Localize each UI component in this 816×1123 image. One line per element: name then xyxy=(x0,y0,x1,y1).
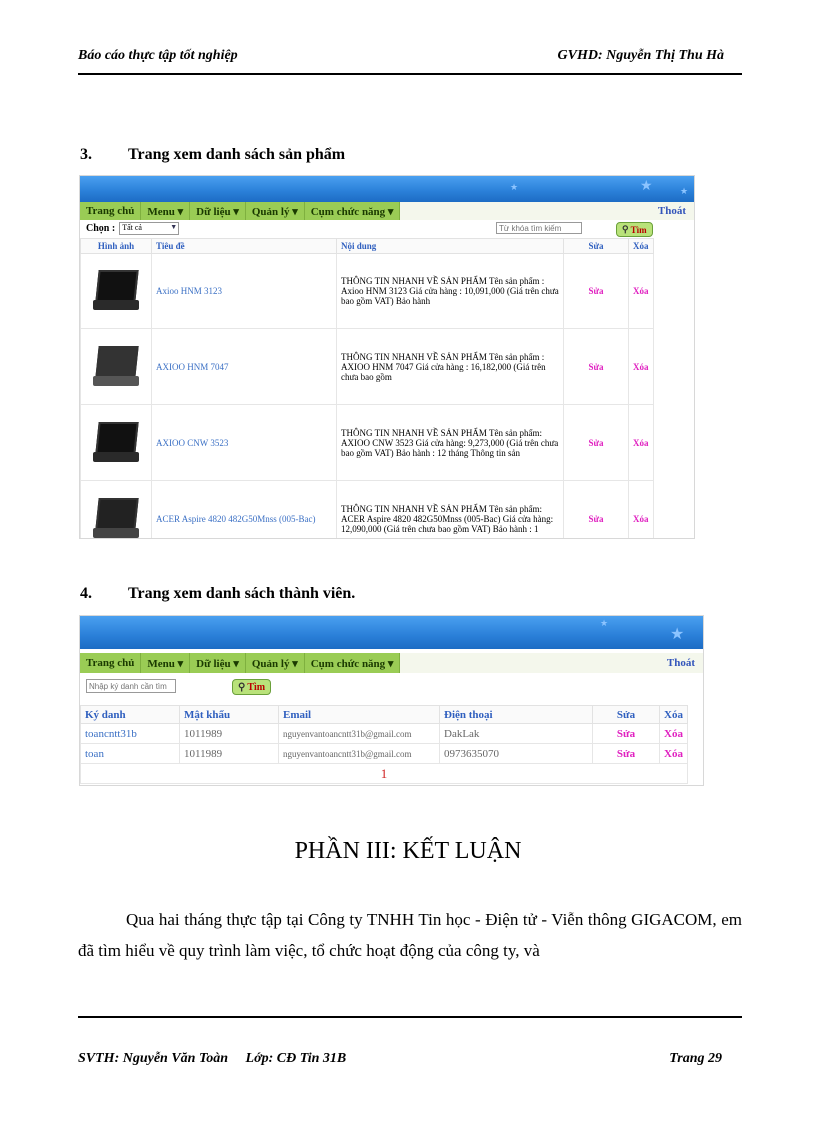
product-content: THÔNG TIN NHANH VỀ SẢN PHẨM Tên sản phẩm: AXIOO CNW 3523 Giá cửa hàng: 9,273,000 (Giá trên chưa bao gồm VAT) Bảo hành : 12 tháng Thông tin sản xyxy=(337,405,564,481)
laptop-image xyxy=(91,420,141,466)
table-row xyxy=(81,254,654,329)
footer-rule xyxy=(78,1016,742,1018)
product-title[interactable]: Axioo HNM 3123 xyxy=(152,254,337,329)
nav-bar xyxy=(80,202,694,220)
pagination-row xyxy=(81,764,688,784)
search-icon: ⚲ xyxy=(622,224,629,234)
col-delete: Xóa xyxy=(629,239,654,254)
laptop-image xyxy=(91,268,141,314)
product-table xyxy=(80,238,654,539)
col-delete: Xóa xyxy=(660,706,688,724)
star-icon: ★ xyxy=(600,618,609,628)
search-button[interactable] xyxy=(232,679,271,695)
filter-select[interactable] xyxy=(119,222,179,235)
table-row xyxy=(81,744,688,764)
phone-cell: DakLak xyxy=(440,724,593,744)
delete-link[interactable]: Xóa xyxy=(660,744,688,764)
col-image: Hình ảnh xyxy=(81,239,152,254)
section-4-heading xyxy=(80,585,355,603)
table-row xyxy=(81,329,654,405)
nav-home[interactable]: Trang chủ xyxy=(80,653,141,673)
password-cell: 1011989 xyxy=(180,724,279,744)
product-content: THÔNG TIN NHANH VỀ SẢN PHẨM Tên sản phẩm: ACER Aspire 4820 482G50Mnss (005-Bac) Giá cửa hàng: 12,090,000 (Giá trên chưa bao gồm VAT) Bảo hành : 1 xyxy=(337,481,564,540)
section-title: Trang xem danh sách sản phẩm xyxy=(128,146,346,163)
edit-link[interactable]: Sửa xyxy=(564,481,629,540)
product-title[interactable]: ACER Aspire 4820 482G50Mnss (005-Bac) xyxy=(152,481,337,540)
member-list-screenshot xyxy=(79,615,704,786)
table-row xyxy=(81,724,688,744)
advisor-name: GVHD: Nguyễn Thị Thu Hà xyxy=(557,48,724,63)
table-header-row xyxy=(81,706,688,724)
page-footer xyxy=(78,1051,742,1067)
nav-menu[interactable]: Menu ▾ xyxy=(141,202,190,220)
nav-home[interactable]: Trang chủ xyxy=(80,202,141,220)
delete-link[interactable]: Xóa xyxy=(629,405,654,481)
email-cell: nguyenvantoancntt31b@gmail.com xyxy=(279,744,440,764)
product-content: THÔNG TIN NHANH VỀ SẢN PHẨM Tên sản phẩm : AXIOO HNM 7047 Giá cửa hàng : 16,182,000 (Giá trên chưa bao gồm xyxy=(337,329,564,405)
class-name: Lớp: CĐ Tin 31B xyxy=(245,1051,347,1066)
table-header-row xyxy=(81,239,654,254)
page-number[interactable]: 1 xyxy=(81,764,688,784)
search-button-label: Tìm xyxy=(247,681,266,693)
product-list-screenshot xyxy=(79,175,695,539)
member-table xyxy=(80,705,688,784)
chevron-down-icon: ▼ xyxy=(170,223,178,231)
product-content: THÔNG TIN NHANH VỀ SẢN PHẨM Tên sản phẩm : Axioo HNM 3123 Giá cửa hàng : 10,091,000 (Giá trên chưa bao gồm VAT) Bảo hành xyxy=(337,254,564,329)
col-title: Tiêu đề xyxy=(152,239,337,254)
page-header xyxy=(78,48,742,64)
product-image-cell xyxy=(81,254,152,329)
page-label: Trang 29 xyxy=(669,1051,722,1066)
site-banner xyxy=(80,176,694,202)
site-banner xyxy=(80,616,703,649)
section-number: 4. xyxy=(80,585,92,602)
conclusion-paragraph: Qua hai tháng thực tập tại Công ty TNHH Tin học - Điện tử - Viễn thông GIGACOM, em đã tìm hiểu về quy trình làm việc, tổ chức hoạt động của công ty, và xyxy=(78,910,742,960)
edit-link[interactable]: Sửa xyxy=(593,724,660,744)
header-rule xyxy=(78,73,742,75)
edit-link[interactable]: Sửa xyxy=(564,254,629,329)
edit-link[interactable]: Sửa xyxy=(564,329,629,405)
product-title[interactable]: AXIOO HNM 7047 xyxy=(152,329,337,405)
laptop-image xyxy=(91,496,141,540)
star-icon: ★ xyxy=(510,182,519,192)
nav-data[interactable]: Dữ liệu ▾ xyxy=(190,202,246,220)
col-email: Email xyxy=(279,706,440,724)
col-content: Nội dung xyxy=(337,239,564,254)
nav-manage[interactable]: Quản lý ▾ xyxy=(246,202,305,220)
table-row xyxy=(81,405,654,481)
col-edit: Sửa xyxy=(564,239,629,254)
edit-link[interactable]: Sửa xyxy=(593,744,660,764)
nav-functions[interactable]: Cụm chức năng ▾ xyxy=(305,202,401,220)
password-cell: 1011989 xyxy=(180,744,279,764)
delete-link[interactable]: Xóa xyxy=(660,724,688,744)
product-image-cell xyxy=(81,405,152,481)
username-cell[interactable]: toancntt31b xyxy=(81,724,180,744)
product-title[interactable]: AXIOO CNW 3523 xyxy=(152,405,337,481)
nav-functions[interactable]: Cụm chức năng ▾ xyxy=(305,653,401,673)
delete-link[interactable]: Xóa xyxy=(629,481,654,540)
nav-bar xyxy=(80,653,703,673)
star-icon: ★ xyxy=(680,186,689,196)
member-search-input[interactable] xyxy=(86,679,176,693)
email-cell: nguyenvantoancntt31b@gmail.com xyxy=(279,724,440,744)
col-username: Ký danh xyxy=(81,706,180,724)
nav-manage[interactable]: Quản lý ▾ xyxy=(246,653,305,673)
section-title: Trang xem danh sách thành viên. xyxy=(128,585,356,602)
phone-cell: 0973635070 xyxy=(440,744,593,764)
filter-row xyxy=(86,222,179,235)
logout-link[interactable]: Thoát xyxy=(666,657,695,669)
filter-selected-value: Tất cả xyxy=(122,223,142,232)
product-image-cell xyxy=(81,481,152,540)
delete-link[interactable]: Xóa xyxy=(629,329,654,405)
search-icon: ⚲ xyxy=(238,681,246,693)
filter-label: Chọn : xyxy=(86,223,116,234)
logout-link[interactable]: Thoát xyxy=(657,205,686,217)
search-button[interactable] xyxy=(616,222,653,237)
section-number: 3. xyxy=(80,146,92,163)
nav-data[interactable]: Dữ liệu ▾ xyxy=(190,653,246,673)
edit-link[interactable]: Sửa xyxy=(564,405,629,481)
star-icon: ★ xyxy=(670,626,685,643)
laptop-image xyxy=(91,344,141,390)
delete-link[interactable]: Xóa xyxy=(629,254,654,329)
report-title: Báo cáo thực tập tốt nghiệp xyxy=(78,48,238,63)
col-password: Mật khẩu xyxy=(180,706,279,724)
username-cell[interactable]: toan xyxy=(81,744,180,764)
nav-menu[interactable]: Menu ▾ xyxy=(141,653,190,673)
col-edit: Sửa xyxy=(593,706,660,724)
col-phone: Điện thoại xyxy=(440,706,593,724)
search-button-label: Tìm xyxy=(630,224,647,235)
table-row xyxy=(81,481,654,540)
student-name: SVTH: Nguyễn Văn Toàn xyxy=(78,1051,229,1066)
star-icon: ★ xyxy=(640,179,653,194)
section-3-heading xyxy=(80,146,345,164)
keyword-search-input[interactable] xyxy=(496,222,582,234)
part-heading: PHẦN III: KẾT LUẬN xyxy=(294,838,522,864)
product-image-cell xyxy=(81,329,152,405)
